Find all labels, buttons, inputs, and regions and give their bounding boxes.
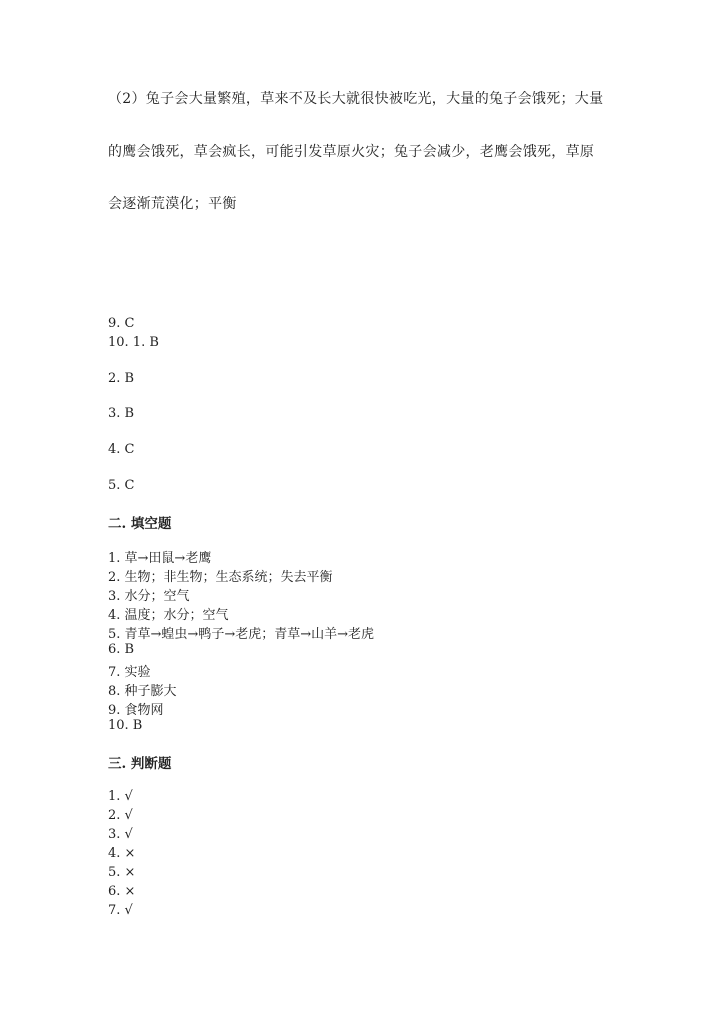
answer-line: 5. C	[108, 478, 135, 493]
paragraph-line: 的鹰会饿死，草会疯长，可能引发草原火灾；兔子会减少，老鹰会饿死，草原	[108, 144, 595, 160]
answer-line: 2. 生物；非生物；生态系统；失去平衡	[108, 570, 333, 585]
answer-line: 3. √	[108, 827, 133, 842]
answer-line: 6. ×	[108, 884, 136, 899]
answer-line: 4. C	[108, 442, 135, 457]
answer-line: 5. ×	[108, 865, 136, 880]
answer-line: 1. 草→田鼠→老鹰	[108, 551, 212, 566]
answer-line: 2. B	[108, 371, 135, 386]
answer-line: 3. B	[108, 406, 135, 421]
paragraph-line: （2）兔子会大量繁殖，草来不及长大就很快被吃光，大量的兔子会饿死；大量	[108, 91, 604, 107]
answer-line: 1. √	[108, 789, 133, 804]
answer-line: 4. 温度；水分；空气	[108, 608, 229, 623]
answer-line: 5. 青草→蝗虫→鸭子→老虎；青草→山羊→老虎	[108, 627, 374, 642]
answer-line: 4. ×	[108, 846, 136, 861]
answer-line: 10. 1. B	[108, 335, 159, 350]
section-title: 三. 判断题	[108, 756, 172, 772]
answer-line: 7. √	[108, 903, 133, 918]
answer-line: 9. C	[108, 316, 135, 331]
answer-line: 8. 种子膨大	[108, 684, 177, 699]
answer-line: 10. B	[108, 718, 143, 733]
answer-line: 6. B	[108, 642, 135, 657]
paragraph-line: 会逐渐荒漠化；平衡	[108, 196, 237, 212]
answer-line: 7. 实验	[108, 665, 151, 680]
section-title: 二. 填空题	[108, 516, 172, 532]
answer-line: 3. 水分；空气	[108, 589, 190, 604]
answer-line: 2. √	[108, 808, 133, 823]
answer-line: 9. 食物网	[108, 703, 164, 718]
